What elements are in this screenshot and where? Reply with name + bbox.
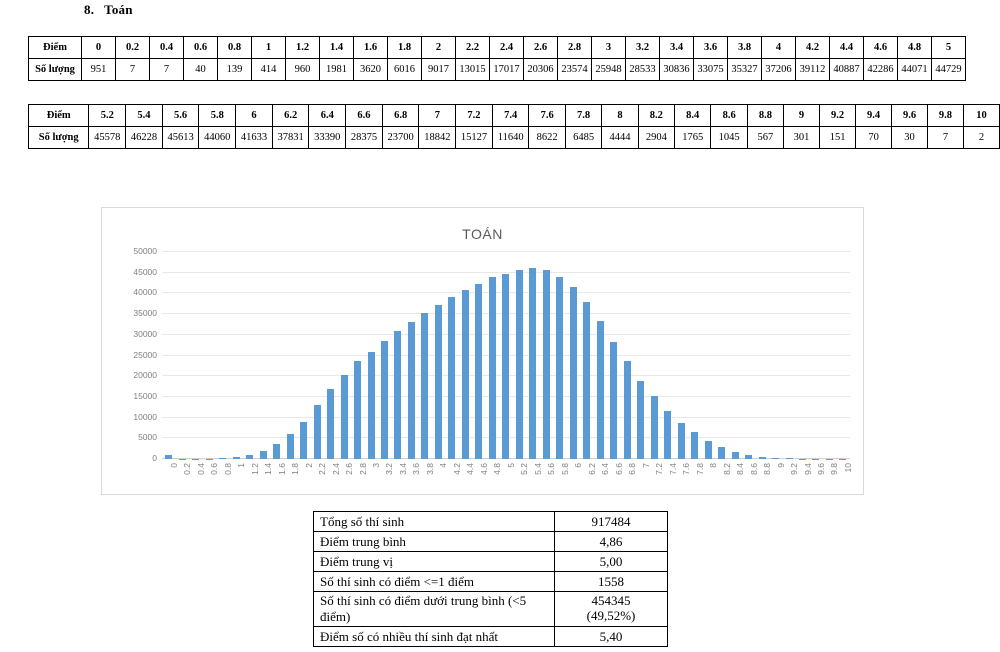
score-cell: 4 xyxy=(762,37,796,59)
x-axis-tick-label: 1 xyxy=(236,463,247,468)
x-axis-tick-label: 4 xyxy=(438,463,449,468)
count-cell: 8622 xyxy=(529,127,565,149)
score-count-table-part2 xyxy=(28,104,1000,149)
x-axis-tick-label: 9 xyxy=(775,463,786,468)
count-cell: 3620 xyxy=(354,59,388,81)
bar-slot xyxy=(728,252,746,475)
bar-slot xyxy=(351,252,368,475)
score-cell: 7.2 xyxy=(456,105,493,127)
bar xyxy=(502,274,509,459)
count-cell: 30836 xyxy=(660,59,694,81)
x-axis-tick-label: 2.4 xyxy=(330,463,341,475)
x-axis-tick-label: 3.4 xyxy=(397,463,408,475)
x-axis-tick-label: 8 xyxy=(708,463,719,468)
summary-value: 917484 xyxy=(555,512,668,532)
count-cell: 39112 xyxy=(796,59,830,81)
x-axis-tick-label: 0.2 xyxy=(182,463,193,475)
x-axis-tick-label: 3.6 xyxy=(411,463,422,475)
bar xyxy=(489,277,496,459)
count-cell: 20306 xyxy=(524,59,558,81)
bar-slot xyxy=(283,252,301,475)
score-cell: 5.8 xyxy=(199,105,236,127)
bar xyxy=(529,268,536,459)
y-axis-tick-label: 15000 xyxy=(133,390,157,401)
x-axis-tick-label: 1.4 xyxy=(263,463,274,475)
bar xyxy=(300,422,307,459)
summary-label: Số thí sinh có điểm <=1 điểm xyxy=(314,572,555,592)
count-cell: 30 xyxy=(892,127,928,149)
bar-slot xyxy=(445,252,462,475)
score-cell: 9.2 xyxy=(820,105,856,127)
bar xyxy=(664,411,671,459)
score-cell: 8 xyxy=(602,105,638,127)
bar-slot xyxy=(297,252,314,468)
summary-label: Điểm trung vị xyxy=(314,552,555,572)
count-cell: 23574 xyxy=(558,59,592,81)
count-cell: 9017 xyxy=(422,59,456,81)
bar xyxy=(233,457,240,459)
bar-slot xyxy=(337,252,355,475)
bar xyxy=(610,342,617,459)
bar xyxy=(624,361,631,459)
count-cell: 40887 xyxy=(830,59,864,81)
x-axis-tick-label: 0 xyxy=(168,463,179,468)
score-cell: 6.8 xyxy=(382,105,419,127)
bar xyxy=(691,432,698,459)
score-cell: 5 xyxy=(932,37,966,59)
bar-slot xyxy=(486,252,503,475)
bar-slot xyxy=(715,252,732,475)
bar-slot xyxy=(513,252,530,475)
table-row xyxy=(29,127,1000,149)
summary-label: Điểm số có nhiều thí sinh đạt nhất xyxy=(314,627,555,647)
x-axis-tick-label: 5.6 xyxy=(546,463,557,475)
bar-slot xyxy=(836,252,853,473)
summary-value xyxy=(555,592,668,627)
bar xyxy=(327,389,334,459)
score-cell: 9.4 xyxy=(856,105,892,127)
bar xyxy=(462,290,469,459)
count-cell: 17017 xyxy=(490,59,524,81)
bar-slot xyxy=(701,252,719,468)
y-axis-tick-label: 30000 xyxy=(133,328,157,339)
score-cell: 9 xyxy=(783,105,819,127)
x-axis-tick-label: 8.6 xyxy=(748,463,759,475)
x-axis-tick-label: 4.2 xyxy=(451,463,462,475)
score-cell: 1.8 xyxy=(388,37,422,59)
score-cell: 4.8 xyxy=(898,37,932,59)
count-cell: 2904 xyxy=(638,127,674,149)
x-axis-tick-label: 6.8 xyxy=(627,463,638,475)
count-cell: 7 xyxy=(116,59,150,81)
bar-slot xyxy=(162,252,179,468)
chart-plot-area xyxy=(133,246,853,475)
bar xyxy=(448,297,455,459)
table-row xyxy=(314,592,668,627)
section-title: Toán xyxy=(104,2,133,17)
score-cell: 3.2 xyxy=(626,37,660,59)
score-cell: 0.6 xyxy=(184,37,218,59)
x-axis-tick-label: 2.8 xyxy=(357,463,368,475)
bar xyxy=(516,270,523,459)
y-axis-tick-label: 20000 xyxy=(133,370,157,381)
row-header: Điểm xyxy=(29,105,89,127)
x-axis-tick-label: 7.8 xyxy=(694,463,705,475)
x-axis-tick-label: 9.8 xyxy=(829,463,840,475)
x-axis-tick-label: 0.8 xyxy=(222,463,233,475)
score-cell: 2.2 xyxy=(456,37,490,59)
score-count-table-part1 xyxy=(28,36,966,81)
bar-slot xyxy=(688,252,705,475)
score-cell: 7.8 xyxy=(565,105,601,127)
y-axis-tick-label: 40000 xyxy=(133,287,157,298)
x-axis-tick-label: 4.8 xyxy=(492,463,503,475)
bar-series xyxy=(162,252,853,475)
x-axis-tick-label: 3.8 xyxy=(424,463,435,475)
bar-slot xyxy=(472,252,489,475)
count-cell: 41633 xyxy=(236,127,273,149)
x-axis-tick-label: 2 xyxy=(303,463,314,468)
x-axis-tick-label: 0.6 xyxy=(209,463,220,475)
bar xyxy=(745,455,752,459)
score-cell: 1.6 xyxy=(354,37,388,59)
bar xyxy=(597,321,604,459)
bar xyxy=(219,458,226,459)
count-cell: 18842 xyxy=(419,127,456,149)
score-cell: 0.2 xyxy=(116,37,150,59)
x-axis-tick-label: 8.8 xyxy=(762,463,773,475)
score-cell: 3 xyxy=(592,37,626,59)
x-axis-tick-label: 2.2 xyxy=(317,463,328,475)
count-cell: 4444 xyxy=(602,127,638,149)
y-axis-tick-label: 35000 xyxy=(133,308,157,319)
y-axis-tick-label: 25000 xyxy=(133,349,157,360)
bar-slot xyxy=(229,252,247,468)
count-cell: 567 xyxy=(747,127,783,149)
bar xyxy=(260,451,267,459)
bar xyxy=(772,458,779,459)
bar-slot xyxy=(378,252,395,475)
bar-slot xyxy=(647,252,665,475)
score-cell: 3.6 xyxy=(694,37,728,59)
bar-slot xyxy=(405,252,422,475)
bar-slot xyxy=(580,252,597,475)
row-header: Số lượng xyxy=(29,59,82,81)
x-axis-tick-label: 1.6 xyxy=(276,463,287,475)
bar xyxy=(165,455,172,459)
bar-slot xyxy=(256,252,274,475)
score-cell: 1.2 xyxy=(286,37,320,59)
score-cell: 6.4 xyxy=(309,105,346,127)
score-cell: 7.4 xyxy=(492,105,529,127)
x-axis-tick-label: 6.4 xyxy=(600,463,611,475)
count-cell: 6016 xyxy=(388,59,422,81)
bar-slot xyxy=(364,252,381,468)
bar xyxy=(273,444,280,459)
bar-slot xyxy=(620,252,638,475)
bar-slot xyxy=(540,252,557,475)
bar xyxy=(732,452,739,459)
count-cell: 15127 xyxy=(456,127,493,149)
count-cell: 42286 xyxy=(864,59,898,81)
score-cell: 3.8 xyxy=(728,37,762,59)
count-cell: 33075 xyxy=(694,59,728,81)
bar-slot xyxy=(634,252,651,468)
bar xyxy=(421,313,428,459)
score-cell: 2.8 xyxy=(558,37,592,59)
bar-slot xyxy=(216,252,233,475)
count-cell: 6485 xyxy=(565,127,601,149)
score-cell: 4.2 xyxy=(796,37,830,59)
x-axis-tick-label: 1.8 xyxy=(290,463,301,475)
count-cell: 45613 xyxy=(162,127,199,149)
count-cell: 139 xyxy=(218,59,252,81)
count-cell: 33390 xyxy=(309,127,346,149)
count-cell: 11640 xyxy=(492,127,529,149)
summary-label: Tổng số thí sinh xyxy=(314,512,555,532)
x-axis-tick-label: 8.4 xyxy=(735,463,746,475)
bar xyxy=(314,405,321,459)
x-axis-tick-label: 6.2 xyxy=(586,463,597,475)
bar xyxy=(651,396,658,459)
count-cell: 37831 xyxy=(272,127,309,149)
table-row xyxy=(29,105,1000,127)
score-cell: 0.4 xyxy=(150,37,184,59)
bar-slot xyxy=(567,252,584,468)
bar xyxy=(246,455,253,459)
bar xyxy=(287,434,294,459)
score-cell: 3.4 xyxy=(660,37,694,59)
x-axis-tick-label: 9.2 xyxy=(789,463,800,475)
count-cell: 40 xyxy=(184,59,218,81)
table-row xyxy=(314,512,668,532)
table-row xyxy=(314,627,668,647)
score-cell: 5.6 xyxy=(162,105,199,127)
score-cell: 5.2 xyxy=(89,105,126,127)
x-axis-tick-label: 6.6 xyxy=(613,463,624,475)
score-cell: 2.6 xyxy=(524,37,558,59)
score-cell: 6.6 xyxy=(346,105,383,127)
score-cell: 7 xyxy=(419,105,456,127)
count-cell: 414 xyxy=(252,59,286,81)
bar xyxy=(543,270,550,459)
bar xyxy=(368,352,375,459)
score-cell: 8.4 xyxy=(675,105,711,127)
table-row xyxy=(29,59,966,81)
bar-slot xyxy=(243,252,260,475)
count-cell: 151 xyxy=(820,127,856,149)
count-cell: 37206 xyxy=(762,59,796,81)
x-axis-tick-label: 4.6 xyxy=(478,463,489,475)
x-axis-tick-label: 5 xyxy=(505,463,516,468)
bar-slot xyxy=(499,252,516,468)
bar xyxy=(718,447,725,459)
score-cell: 0 xyxy=(82,37,116,59)
count-cell: 960 xyxy=(286,59,320,81)
bar-slot xyxy=(823,252,840,475)
bar-slot xyxy=(742,252,759,475)
summary-value-primary: 454345 xyxy=(591,593,631,609)
bar xyxy=(759,457,766,459)
bar-slot xyxy=(310,252,328,475)
count-cell: 46228 xyxy=(126,127,163,149)
bar-slot xyxy=(553,252,570,475)
y-axis-tick-label: 0 xyxy=(152,453,157,463)
x-axis-tick-label: 10 xyxy=(842,463,853,473)
count-cell: 28533 xyxy=(626,59,660,81)
y-axis-tick-label: 50000 xyxy=(133,246,157,256)
x-axis-tick-label: 0.4 xyxy=(195,463,206,475)
row-header: Điểm xyxy=(29,37,82,59)
bar-slot xyxy=(175,252,193,475)
score-cell: 4.6 xyxy=(864,37,898,59)
table-row xyxy=(29,37,966,59)
score-cell: 1.4 xyxy=(320,37,354,59)
bar-slot xyxy=(391,252,408,475)
x-axis-tick-label: 5.2 xyxy=(519,463,530,475)
count-cell: 44060 xyxy=(199,127,236,149)
bar-slot xyxy=(202,252,220,475)
summary-value: 5,40 xyxy=(555,627,668,647)
bar-slot xyxy=(324,252,341,475)
x-axis-tick-label: 7.6 xyxy=(681,463,692,475)
x-axis-tick-label: 9.6 xyxy=(815,463,826,475)
count-cell: 28375 xyxy=(346,127,383,149)
count-cell: 951 xyxy=(82,59,116,81)
count-cell: 44729 xyxy=(932,59,966,81)
x-axis-tick-label: 9.4 xyxy=(802,463,813,475)
chart-title: TOÁN xyxy=(462,226,503,242)
bar-slot xyxy=(796,252,813,475)
histogram-chart xyxy=(101,207,864,495)
score-cell: 10 xyxy=(963,105,999,127)
count-cell: 1045 xyxy=(711,127,747,149)
bar xyxy=(341,375,348,459)
summary-value-secondary: (49,52%) xyxy=(586,608,636,623)
score-cell: 8.2 xyxy=(638,105,674,127)
y-axis-tick-label: 5000 xyxy=(138,432,157,443)
x-axis-tick-label: 7.4 xyxy=(667,463,678,475)
score-cell: 1 xyxy=(252,37,286,59)
score-cell: 8.6 xyxy=(711,105,747,127)
count-cell: 25948 xyxy=(592,59,626,81)
score-cell: 6 xyxy=(236,105,273,127)
bar-slot xyxy=(809,252,826,475)
count-cell: 1765 xyxy=(675,127,711,149)
page-title xyxy=(84,2,133,18)
score-cell: 8.8 xyxy=(747,105,783,127)
x-axis-tick-label: 4.4 xyxy=(465,463,476,475)
score-cell: 2 xyxy=(422,37,456,59)
bar xyxy=(394,331,401,459)
count-cell: 7 xyxy=(928,127,964,149)
x-axis-tick-label: 6 xyxy=(573,463,584,468)
count-cell: 35327 xyxy=(728,59,762,81)
x-axis-tick-label: 7 xyxy=(640,463,651,468)
section-number: 8. xyxy=(84,2,95,17)
summary-value: 5,00 xyxy=(555,552,668,572)
score-cell: 5.4 xyxy=(126,105,163,127)
x-axis-tick-label: 8.2 xyxy=(721,463,732,475)
x-axis-tick-label: 1.2 xyxy=(249,463,260,475)
bar-slot xyxy=(782,252,800,475)
bar xyxy=(556,277,563,459)
count-cell: 44071 xyxy=(898,59,932,81)
summary-value: 4,86 xyxy=(555,532,668,552)
bar-slot xyxy=(769,252,786,468)
score-cell: 2.4 xyxy=(490,37,524,59)
x-axis-tick-label: 5.8 xyxy=(559,463,570,475)
bar-slot xyxy=(755,252,773,475)
row-header: Số lượng xyxy=(29,127,89,149)
bar xyxy=(354,361,361,459)
bar xyxy=(705,441,712,459)
summary-value: 1558 xyxy=(555,572,668,592)
table-row xyxy=(314,552,668,572)
bar xyxy=(637,381,644,459)
bar-slot xyxy=(432,252,449,468)
bar xyxy=(786,458,793,459)
x-axis-tick-label: 7.2 xyxy=(654,463,665,475)
count-cell: 13015 xyxy=(456,59,490,81)
bar-slot xyxy=(270,252,287,475)
score-cell: 7.6 xyxy=(529,105,565,127)
bar xyxy=(678,423,685,459)
summary-statistics-table xyxy=(313,511,668,647)
count-cell: 45578 xyxy=(89,127,126,149)
count-cell: 70 xyxy=(856,127,892,149)
table-row xyxy=(314,532,668,552)
bar-slot xyxy=(459,252,476,475)
score-cell: 6.2 xyxy=(272,105,309,127)
count-cell: 7 xyxy=(150,59,184,81)
score-cell: 0.8 xyxy=(218,37,252,59)
x-axis-tick-label: 3 xyxy=(371,463,381,468)
summary-label: Số thí sinh có điểm dưới trung bình (<5 điểm) xyxy=(314,592,555,627)
x-axis-tick-label: 2.6 xyxy=(344,463,355,475)
score-cell: 4.4 xyxy=(830,37,864,59)
bar-slot xyxy=(661,252,678,475)
summary-label: Điểm trung bình xyxy=(314,532,555,552)
bar-slot xyxy=(418,252,435,475)
y-axis-tick-label: 45000 xyxy=(133,266,157,277)
bar xyxy=(570,287,577,459)
bar-slot xyxy=(607,252,624,475)
bar xyxy=(408,322,415,459)
table-row xyxy=(314,572,668,592)
bar xyxy=(475,284,482,459)
score-cell: 9.6 xyxy=(892,105,928,127)
x-axis-tick-label: 3.2 xyxy=(384,463,395,475)
x-axis-tick-label: 5.4 xyxy=(532,463,543,475)
bar-slot xyxy=(526,252,543,475)
bar xyxy=(381,341,388,459)
y-axis-tick-label: 10000 xyxy=(133,411,157,422)
count-cell: 23700 xyxy=(382,127,419,149)
bar-slot xyxy=(674,252,692,475)
count-cell: 301 xyxy=(783,127,819,149)
score-cell: 9.8 xyxy=(928,105,964,127)
bar-slot xyxy=(189,252,206,475)
bar xyxy=(583,302,590,459)
bar xyxy=(435,305,442,459)
bar-slot xyxy=(594,252,611,475)
count-cell: 2 xyxy=(963,127,999,149)
count-cell: 1981 xyxy=(320,59,354,81)
